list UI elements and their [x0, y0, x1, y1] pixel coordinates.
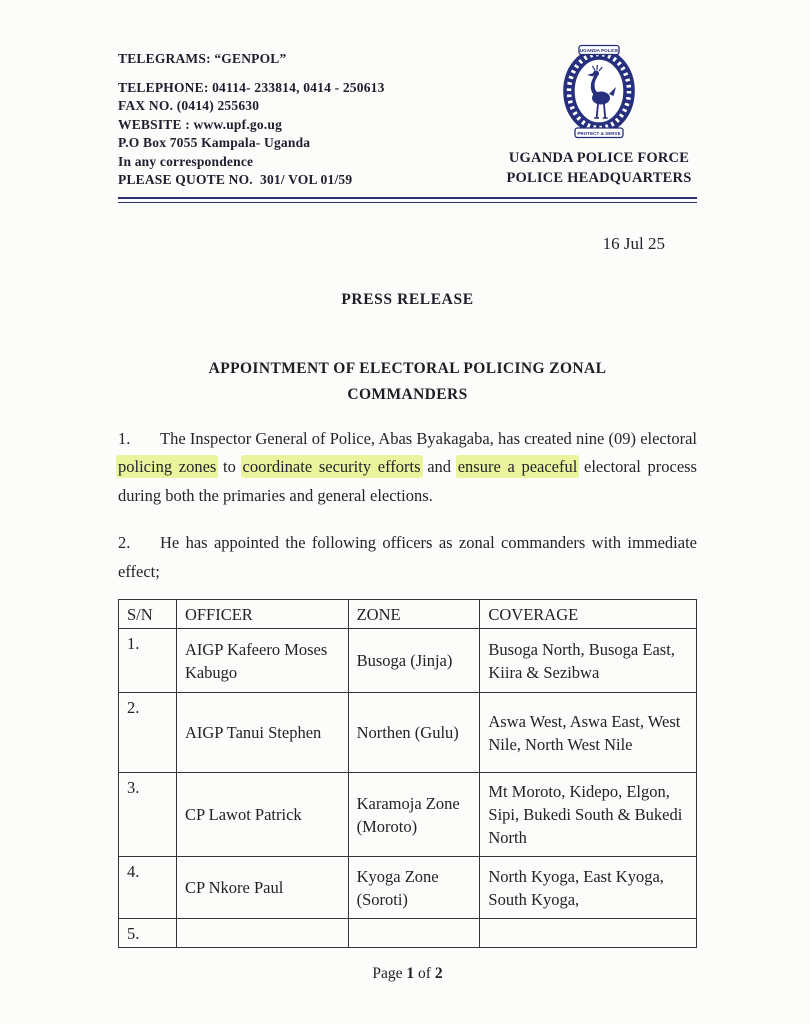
body-text: and — [420, 457, 458, 476]
footer-of-text: of — [414, 965, 435, 982]
highlighted-text: policing zones — [118, 457, 217, 476]
paragraph-1 — [118, 425, 697, 511]
cell-coverage: North Kyoga, East Kyoga, South Kyoga, — [480, 857, 697, 919]
highlighted-text: ensure a peaceful — [457, 457, 578, 476]
letterhead — [118, 50, 697, 190]
cell-coverage: Aswa West, Aswa East, West Nile, North West Nile — [480, 693, 697, 773]
document-title-line2: COMMANDERS — [347, 385, 468, 403]
cell-coverage — [480, 919, 697, 948]
table-header-row — [119, 600, 697, 629]
letterhead-line: FAX NO. (0414) 255630 — [118, 98, 260, 113]
document-date: 16 Jul 25 — [602, 233, 665, 253]
letterhead-line: WEBSITE : www.upf.go.ug — [118, 116, 283, 132]
press-release-heading: PRESS RELEASE — [341, 290, 474, 308]
crest-bottom-banner-text: PROTECT & SERVE — [577, 131, 621, 136]
body-text: electoral process during both the primaries and general elections. — [118, 457, 697, 505]
cell-coverage: Mt Moroto, Kidepo, Elgon, Sipi, Bukedi South & Bukedi North — [480, 773, 697, 857]
cell-sn: 3. — [119, 773, 177, 857]
paragraph-2 — [118, 529, 697, 586]
letterhead-line: P.O Box 7055 Kampala- Uganda — [118, 135, 311, 150]
page-footer — [118, 965, 697, 983]
table-row — [119, 919, 697, 948]
paragraph-1-number: 1. — [118, 428, 131, 448]
cell-sn: 2. — [119, 693, 177, 773]
table-row — [119, 629, 697, 693]
cell-zone: Karamoja Zone (Moroto) — [348, 773, 480, 857]
document-title — [118, 356, 697, 408]
letterhead-org-block — [501, 44, 697, 188]
header-divider — [118, 197, 697, 203]
police-crest-logo — [558, 44, 640, 142]
footer-page-number: 1 — [406, 965, 415, 982]
cell-officer: AIGP Tanui Stephen — [176, 693, 348, 773]
footer-total-pages: 2 — [434, 965, 443, 982]
table-header-cell: S/N — [119, 600, 177, 629]
cell-sn: 5. — [119, 919, 177, 948]
cell-officer — [176, 919, 348, 948]
org-name-line2: POLICE HEADQUARTERS — [506, 169, 692, 186]
body-text: to — [216, 457, 243, 476]
letterhead-line: TELEGRAMS: “GENPOL” — [118, 51, 287, 66]
paragraph-1-text — [118, 429, 697, 505]
org-name-line1: UGANDA POLICE FORCE — [508, 150, 690, 166]
cell-sn: 4. — [119, 857, 177, 919]
footer-page-prefix: Page — [372, 965, 407, 982]
cell-zone — [348, 919, 480, 948]
table-header-cell: OFFICER — [176, 600, 348, 629]
cell-officer: CP Nkore Paul — [176, 857, 348, 919]
paragraph-2-number: 2. — [118, 533, 131, 552]
table-row — [119, 693, 697, 773]
letterhead-line: In any correspondence — [118, 153, 254, 169]
cell-coverage: Busoga North, Busoga East, Kiira & Sezibwa — [480, 629, 697, 693]
table-header-cell: ZONE — [348, 600, 480, 629]
cell-zone: Busoga (Jinja) — [348, 629, 480, 693]
table-row — [119, 773, 697, 857]
letterhead-contact-block — [118, 50, 385, 190]
table-row — [119, 857, 697, 919]
crest-top-banner-text: UGANDA POLICE — [579, 48, 619, 53]
body-text: The Inspector General of Police, Abas Byakagaba, has created nine (09) electoral — [160, 428, 697, 448]
letterhead-line: PLEASE QUOTE NO. 301/ VOL 01/59 — [118, 172, 353, 187]
table-header-cell: COVERAGE — [480, 600, 697, 629]
letterhead-line: TELEPHONE: 04114- 233814, 0414 - 250613 — [118, 79, 385, 95]
cell-zone: Northen (Gulu) — [348, 693, 480, 773]
paragraph-2-text: He has appointed the following officers as zonal commanders with immediate effect; — [118, 533, 697, 581]
document-title-line1: APPOINTMENT OF ELECTORAL POLICING ZONAL — [208, 359, 607, 377]
cell-sn: 1. — [119, 629, 177, 693]
cell-officer: CP Lawot Patrick — [176, 773, 348, 857]
cell-officer: AIGP Kafeero Moses Kabugo — [176, 629, 348, 693]
zonal-commanders-table — [118, 599, 697, 948]
cell-zone: Kyoga Zone (Soroti) — [348, 857, 480, 919]
highlighted-text: coordinate security efforts — [242, 457, 421, 476]
